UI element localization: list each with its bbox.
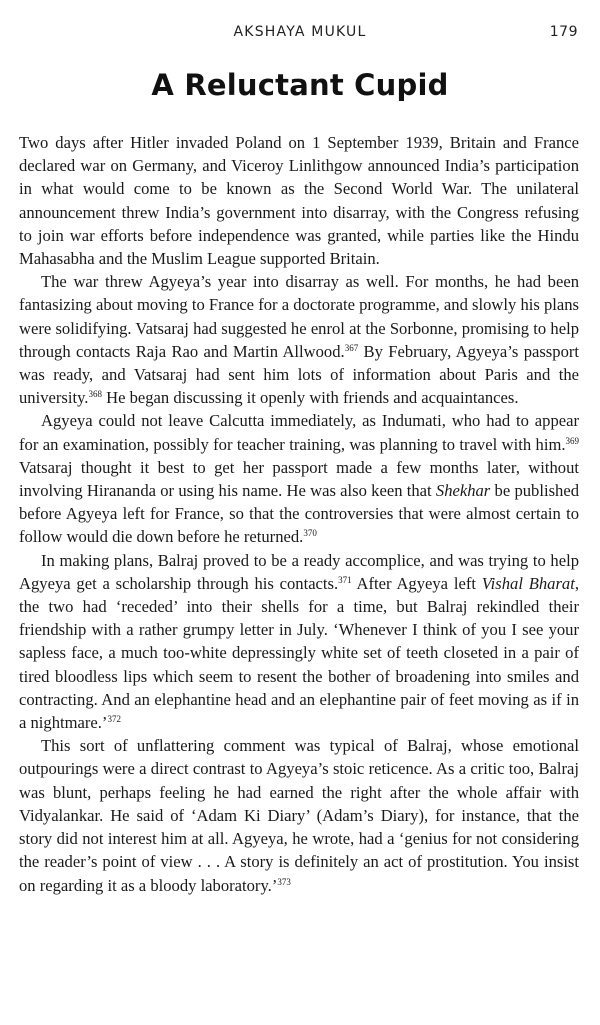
paragraph-text: be published before Agyeya left for France, so that the controversies that were almost certain to follow would die down before he returned. [19,481,579,547]
italic-title: Vishal Bharat [481,573,575,593]
footnote-reference: 372 [107,714,121,725]
footnote-reference: 370 [303,528,317,539]
chapter-title: A Reluctant Cupid [151,68,449,102]
paragraph [19,409,579,548]
paragraph-text: After Agyeya left [351,573,482,593]
running-head [0,24,600,44]
paragraph-text: Vatsaraj thought it best to get her passport made a few months later, without involving Hirananda or using his name. He was also keen that [19,457,579,501]
footnote-reference: 368 [88,389,102,400]
page-number: 179 [549,24,578,40]
paragraph-text: By February, Agyeya’s passport was ready, and Vatsaraj had sent him lots of information about Paris and the university. [19,341,579,408]
footnote-reference: 371 [338,574,352,585]
paragraph-text: In making plans, Balraj proved to be a ready accomplice, and was trying to help Agyeya get a scholarship through his contacts. [19,550,579,593]
paragraph [19,270,579,409]
footnote-reference: 373 [277,876,291,887]
body-text [19,131,579,897]
paragraph-text: Two days after Hitler invaded Poland on 1 September 1939, Britain and France declared war on Germany, and Viceroy Linlithgow announced India’s participation in what would come to be known as the Second World War. The unilateral announcement threw India’s government into disarray, with the Congress refusing to join war efforts before independence was granted, while parties like the Hindu Mahasabha and the Muslim League supported Britain. [19,133,579,269]
paragraph-text: The war threw Agyeya’s year into disarray as well. For months, he had been fantasizing about moving to France for a doctorate programme, and slowly his plans were solidifying. Vatsaraj had suggested he enrol at the Sorbonne, promising to help through contacts Raja Rao and Martin Allwood. [19,272,579,361]
paragraph-text: He began discussing it openly with friends and acquaintances. [101,388,519,408]
italic-title: Shekhar [435,481,491,501]
running-head-author: AKSHAYA MUKUL [233,24,367,40]
paragraph-text: Agyeya could not leave Calcutta immediately, as Indumati, who had to appear for an examination, possibly for teacher training, was planning to travel with him. [19,411,579,454]
footnote-reference: 369 [565,435,579,446]
paragraph [19,549,579,735]
paragraph [19,131,579,270]
paragraph-text: , the two had ‘receded’ into their shells for a time, but Balraj rekindled their friendship with a rather grumpy letter in July. ‘Whenever I think of you I see your sapless face, a much too-white depressingly white set of teeth closeted in a pair of tired bloodless lips which seem to resent the bother of broadening into smiles and contracting. And an elephantine head and an elephantine pair of feet moving as if in a nightmare.’ [19,573,579,733]
paragraph [19,734,579,896]
footnote-reference: 367 [344,342,359,353]
paragraph-text: This sort of unflattering comment was typical of Balraj, whose emotional outpourings were a direct contrast to Agyeya’s stoic reticence. As a critic too, Balraj was blunt, perhaps feeling he had earned the right after the whole affair with Vidyalankar. He said of ‘Adam Ki Diary’ (Adam’s Diary), for instance, that the story did not interest him at all. Agyeya, he wrote, had a ‘genius for not considering the reader’s point of view . . . A story is definitely an act of prostitution. You insist on regarding it as a bloody laboratory.’ [19,736,579,895]
